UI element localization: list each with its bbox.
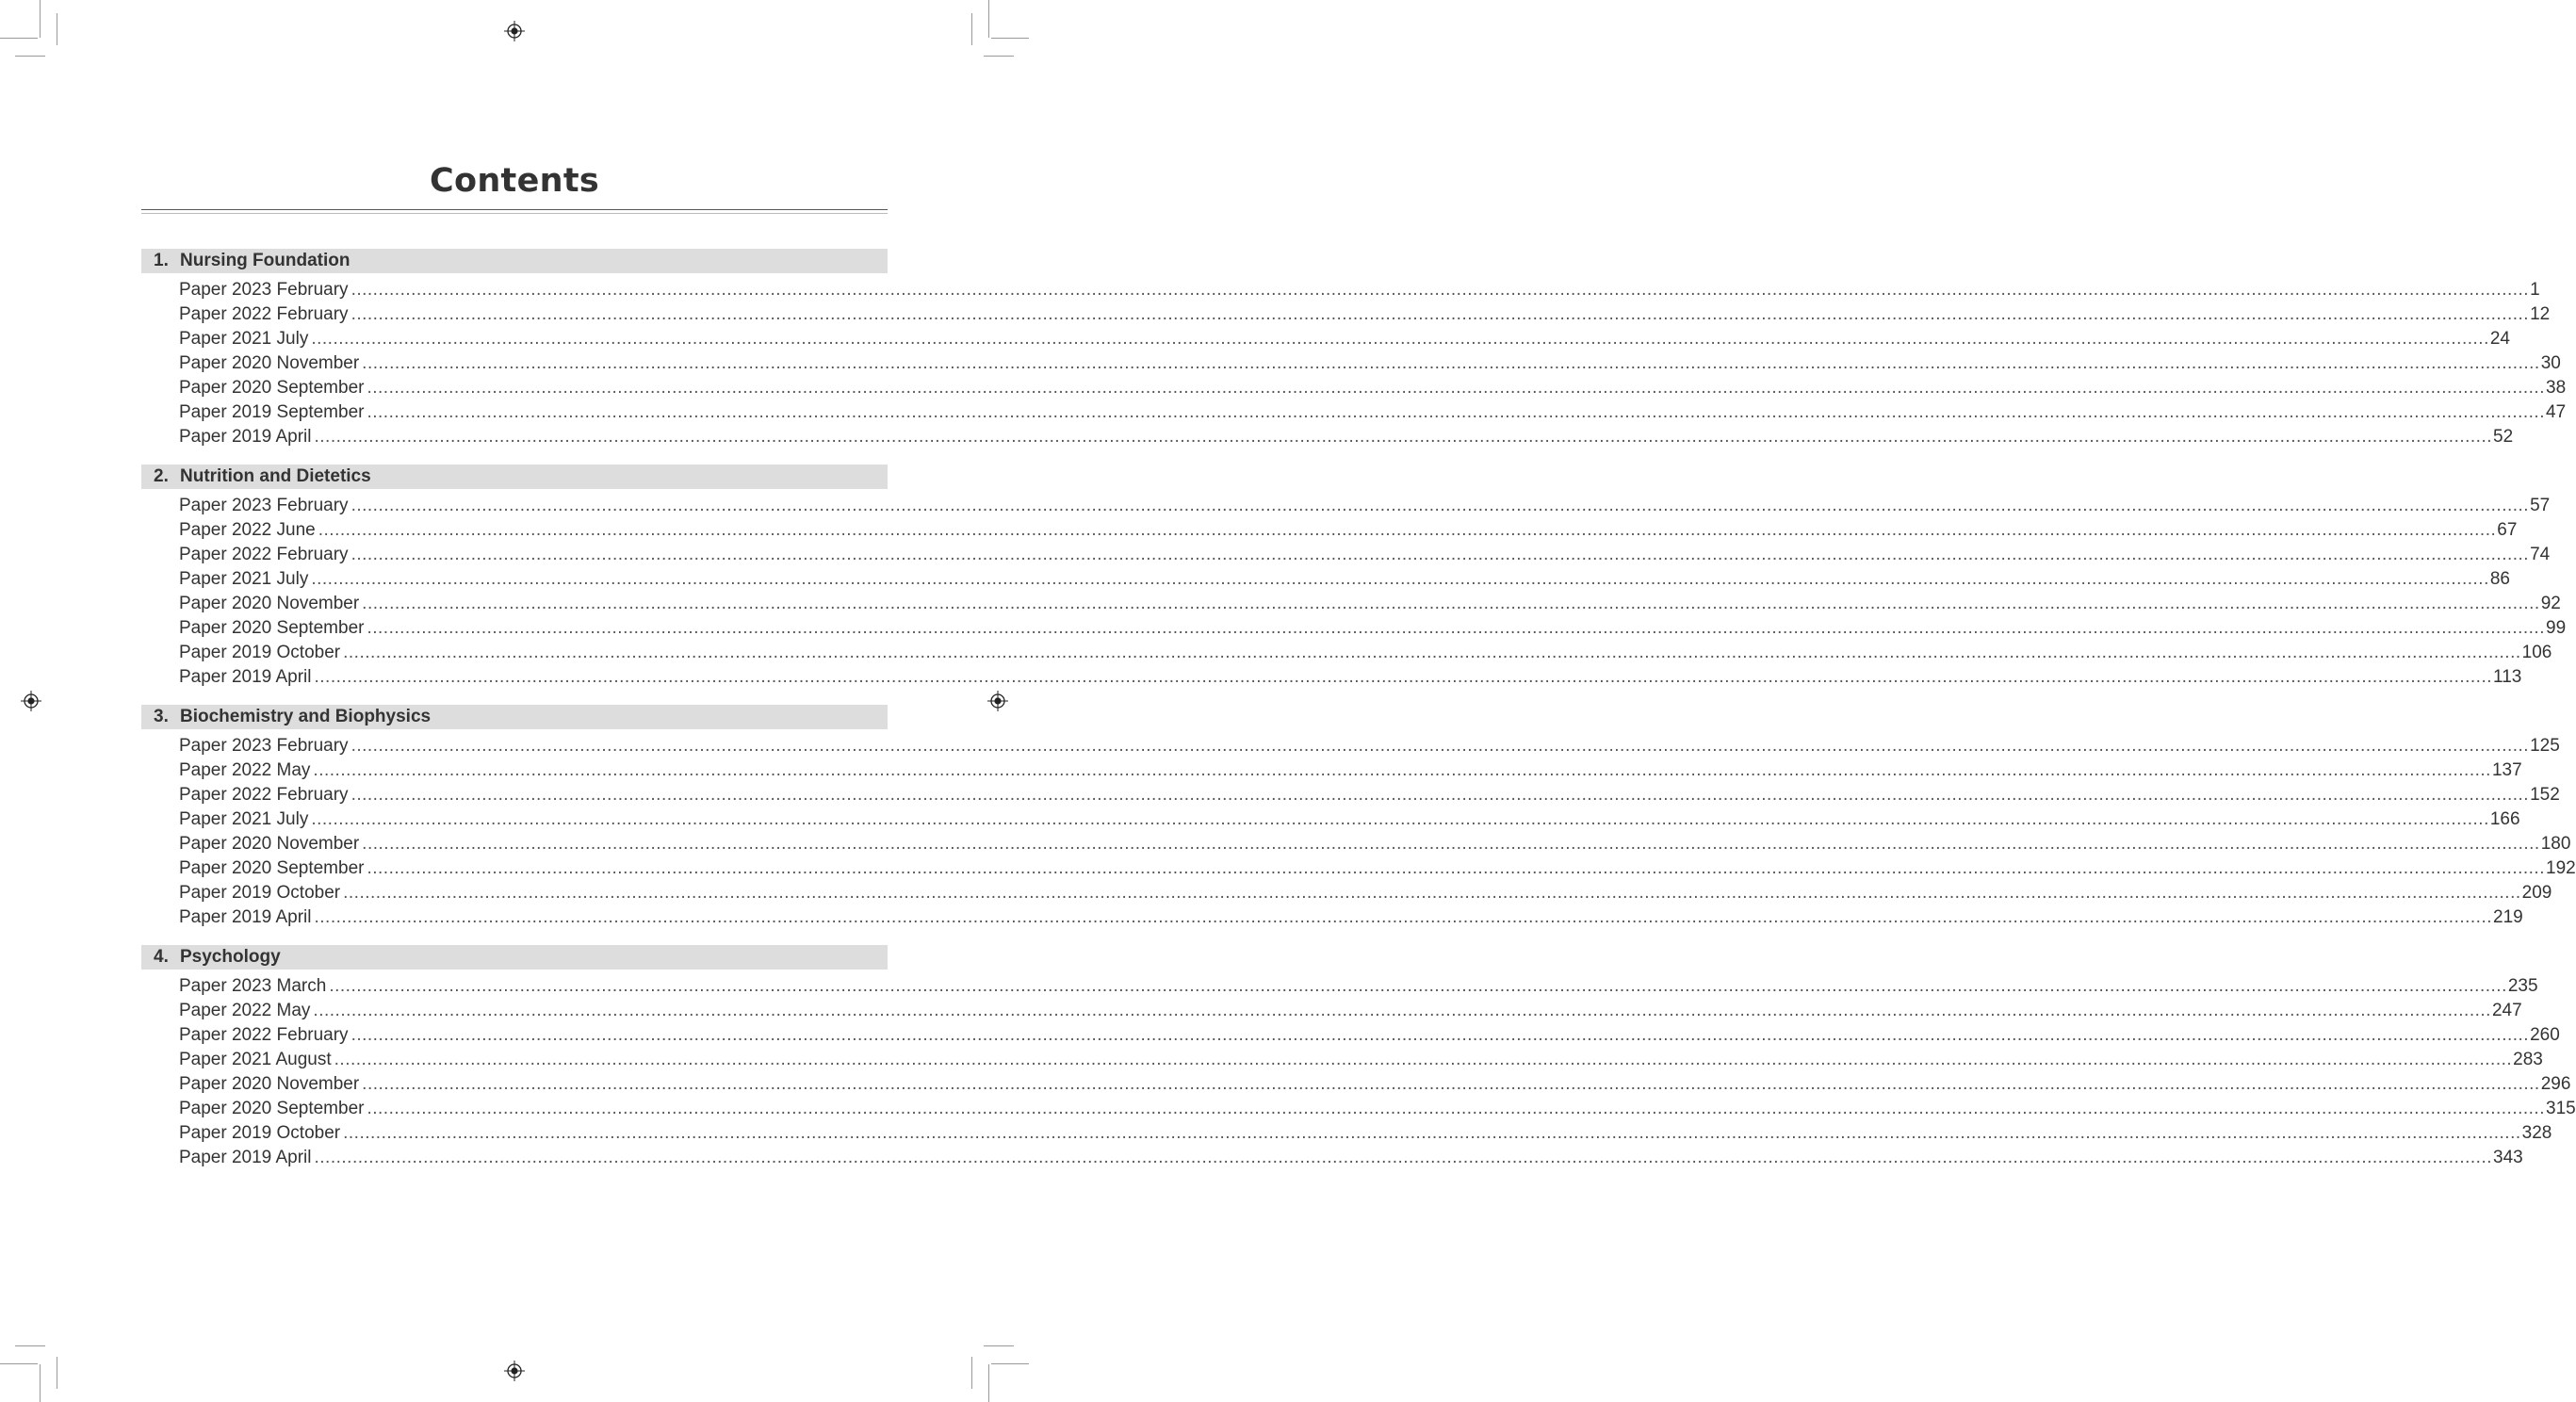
entry-page-number: 260 [2530,1025,2560,1045]
dot-leader: ................................................................................................................................................................................................................................................................................................................................................................................................................ [311,569,2489,589]
entry-page-number: 38 [2546,378,2567,398]
entry-label: Paper 2019 April [179,667,312,687]
dot-leader: ................................................................................................................................................................................................................................................................................................................................................................................................................ [314,667,2493,687]
dot-leader: ................................................................................................................................................................................................................................................................................................................................................................................................................ [362,1074,2540,1094]
crop-mark [971,1357,972,1389]
entry-label: Paper 2022 February [179,545,349,564]
toc-entry[interactable] [141,425,2514,449]
section-number: 1. [154,251,169,270]
toc-entry[interactable] [141,351,2561,376]
section-title: Nutrition and Dietetics [180,466,371,486]
toc-entry[interactable] [141,641,2552,665]
entry-page-number: 67 [2497,520,2518,540]
entry-label: Paper 2022 June [179,520,316,540]
dot-leader: ................................................................................................................................................................................................................................................................................................................................................................................................................ [362,834,2540,854]
crop-mark [988,0,989,38]
dot-leader: ................................................................................................................................................................................................................................................................................................................................................................................................................ [351,1025,2530,1045]
entry-label: Paper 2022 May [179,760,311,780]
section-header [141,945,888,970]
entry-page-number: 12 [2530,304,2551,324]
entry-page-number: 219 [2493,907,2523,927]
entry-page-number: 296 [2540,1074,2571,1094]
toc-entry[interactable] [141,807,2520,832]
registration-mark-icon [504,21,525,41]
toc-entry[interactable] [141,665,2522,690]
entry-label: Paper 2023 February [179,280,349,300]
dot-leader: ................................................................................................................................................................................................................................................................................................................................................................................................................ [367,1099,2545,1118]
entry-label: Paper 2019 October [179,643,341,662]
registration-mark-icon [987,691,1008,711]
crop-mark [0,1363,38,1364]
toc-entry[interactable] [141,302,2551,327]
dot-leader: ................................................................................................................................................................................................................................................................................................................................................................................................................ [351,496,2530,515]
entry-page-number: 86 [2489,569,2510,589]
entry-page-number: 343 [2493,1148,2523,1167]
dot-leader: ................................................................................................................................................................................................................................................................................................................................................................................................................ [314,1148,2493,1167]
crop-mark [988,1364,989,1402]
section-number: 3. [154,707,169,726]
entry-label: Paper 2022 February [179,1025,349,1045]
section-header [141,465,888,489]
toc-entry[interactable] [141,1072,2571,1097]
dot-leader: ................................................................................................................................................................................................................................................................................................................................................................................................................ [367,378,2545,398]
entry-label: Paper 2023 February [179,736,349,756]
dot-leader: ................................................................................................................................................................................................................................................................................................................................................................................................................ [314,427,2493,447]
toc-section [141,465,2567,690]
entry-label: Paper 2020 November [179,834,360,854]
entry-label: Paper 2020 September [179,858,365,878]
entry-label: Paper 2020 November [179,594,360,613]
dot-leader: ................................................................................................................................................................................................................................................................................................................................................................................................................ [351,785,2530,805]
section-title: Psychology [180,947,281,967]
toc-entry[interactable] [141,905,2523,930]
toc-entry[interactable] [141,783,2560,807]
dot-leader: ................................................................................................................................................................................................................................................................................................................................................................................................................ [367,858,2545,878]
crop-mark [991,38,1029,39]
page-title: Contents [430,162,599,200]
entry-page-number: 1 [2530,280,2540,300]
toc-entry[interactable] [141,734,2560,758]
crop-mark [984,1345,1014,1346]
crop-mark [40,1364,41,1402]
toc-entry[interactable] [141,974,2538,999]
dot-leader: ................................................................................................................................................................................................................................................................................................................................................................................................................ [343,1123,2521,1143]
toc-section [141,705,2576,930]
dot-leader: ................................................................................................................................................................................................................................................................................................................................................................................................................ [313,760,2491,780]
entry-page-number: 328 [2521,1123,2552,1143]
toc-entry[interactable] [141,1121,2552,1146]
entry-label: Paper 2020 September [179,1099,365,1118]
entry-page-number: 192 [2546,858,2576,878]
entry-page-number: 283 [2513,1050,2543,1069]
entry-label: Paper 2021 July [179,569,309,589]
toc-section [141,945,2576,1170]
toc-entry[interactable] [141,592,2561,616]
toc-entry[interactable] [141,518,2518,543]
toc-entry[interactable] [141,758,2522,783]
entry-page-number: 247 [2491,1001,2522,1020]
entry-label: Paper 2021 August [179,1050,332,1069]
toc-entry[interactable] [141,1146,2523,1170]
dot-leader: ................................................................................................................................................................................................................................................................................................................................................................................................................ [367,402,2545,422]
section-title: Biochemistry and Biophysics [180,707,432,726]
entry-page-number: 209 [2521,883,2552,903]
dot-leader: ................................................................................................................................................................................................................................................................................................................................................................................................................ [362,594,2540,613]
toc-entry[interactable] [141,567,2510,592]
dot-leader: ................................................................................................................................................................................................................................................................................................................................................................................................................ [334,1050,2513,1069]
dot-leader: ................................................................................................................................................................................................................................................................................................................................................................................................................ [367,618,2545,638]
entry-page-number: 166 [2489,809,2520,829]
entry-page-number: 52 [2493,427,2514,447]
toc-entry[interactable] [141,616,2567,641]
entry-page-number: 113 [2493,667,2522,687]
dot-leader: ................................................................................................................................................................................................................................................................................................................................................................................................................ [362,353,2540,373]
crop-mark [40,0,41,38]
entry-label: Paper 2023 March [179,976,327,996]
dot-leader: ................................................................................................................................................................................................................................................................................................................................................................................................................ [318,520,2497,540]
entry-page-number: 152 [2530,785,2560,805]
entry-page-number: 99 [2546,618,2567,638]
entry-label: Paper 2021 July [179,809,309,829]
entry-label: Paper 2019 October [179,1123,341,1143]
entry-label: Paper 2020 September [179,618,365,638]
toc-entry[interactable] [141,327,2510,351]
toc-entry[interactable] [141,856,2576,881]
toc-entry[interactable] [141,999,2522,1023]
table-of-contents [141,249,2576,1170]
crop-mark [0,38,38,39]
toc-entry[interactable] [141,832,2571,856]
toc-entry[interactable] [141,1097,2576,1121]
toc-entry[interactable] [141,400,2567,425]
crop-mark [971,13,972,45]
entry-page-number: 137 [2491,760,2522,780]
crop-mark [984,56,1014,57]
entry-label: Paper 2020 November [179,1074,360,1094]
entry-page-number: 30 [2540,353,2561,373]
toc-entry[interactable] [141,494,2551,518]
dot-leader: ................................................................................................................................................................................................................................................................................................................................................................................................................ [311,329,2489,349]
dot-leader: ................................................................................................................................................................................................................................................................................................................................................................................................................ [343,883,2521,903]
entry-page-number: 315 [2546,1099,2576,1118]
entry-label: Paper 2019 April [179,427,312,447]
dot-leader: ................................................................................................................................................................................................................................................................................................................................................................................................................ [343,643,2521,662]
section-header [141,249,888,273]
toc-entry[interactable] [141,278,2540,302]
section-number: 4. [154,947,169,967]
dot-leader: ................................................................................................................................................................................................................................................................................................................................................................................................................ [351,736,2530,756]
entry-label: Paper 2022 May [179,1001,311,1020]
toc-section [141,249,2567,449]
entry-page-number: 74 [2530,545,2551,564]
entry-label: Paper 2022 February [179,785,349,805]
toc-entry[interactable] [141,543,2551,567]
dot-leader: ................................................................................................................................................................................................................................................................................................................................................................................................................ [351,545,2530,564]
entry-label: Paper 2023 February [179,496,349,515]
crop-mark [991,1363,1029,1364]
dot-leader: ................................................................................................................................................................................................................................................................................................................................................................................................................ [351,304,2530,324]
section-header [141,705,888,729]
registration-mark-icon [21,691,41,711]
entry-label: Paper 2019 October [179,883,341,903]
dot-leader: ................................................................................................................................................................................................................................................................................................................................................................................................................ [311,809,2489,829]
entry-page-number: 125 [2530,736,2560,756]
toc-entry[interactable] [141,881,2552,905]
entry-page-number: 24 [2489,329,2510,349]
entry-label: Paper 2019 September [179,402,365,422]
registration-mark-icon [504,1361,525,1381]
crop-mark [15,56,45,57]
entry-page-number: 47 [2546,402,2567,422]
entry-label: Paper 2021 July [179,329,309,349]
entry-page-number: 180 [2540,834,2571,854]
dot-leader: ................................................................................................................................................................................................................................................................................................................................................................................................................ [351,280,2530,300]
entry-label: Paper 2022 February [179,304,349,324]
entry-label: Paper 2020 September [179,378,365,398]
dot-leader: ................................................................................................................................................................................................................................................................................................................................................................................................................ [329,976,2507,996]
toc-entry[interactable] [141,1023,2560,1048]
entry-label: Paper 2019 April [179,1148,312,1167]
toc-entry[interactable] [141,376,2567,400]
entry-page-number: 92 [2540,594,2561,613]
entry-page-number: 235 [2507,976,2538,996]
section-title: Nursing Foundation [180,251,351,270]
entry-label: Paper 2019 April [179,907,312,927]
dot-leader: ................................................................................................................................................................................................................................................................................................................................................................................................................ [314,907,2493,927]
toc-entry[interactable] [141,1048,2543,1072]
crop-mark [15,1345,45,1346]
section-number: 2. [154,466,169,486]
entry-page-number: 57 [2530,496,2551,515]
entry-label: Paper 2020 November [179,353,360,373]
entry-page-number: 106 [2521,643,2552,662]
title-rule [141,209,888,214]
dot-leader: ................................................................................................................................................................................................................................................................................................................................................................................................................ [313,1001,2491,1020]
